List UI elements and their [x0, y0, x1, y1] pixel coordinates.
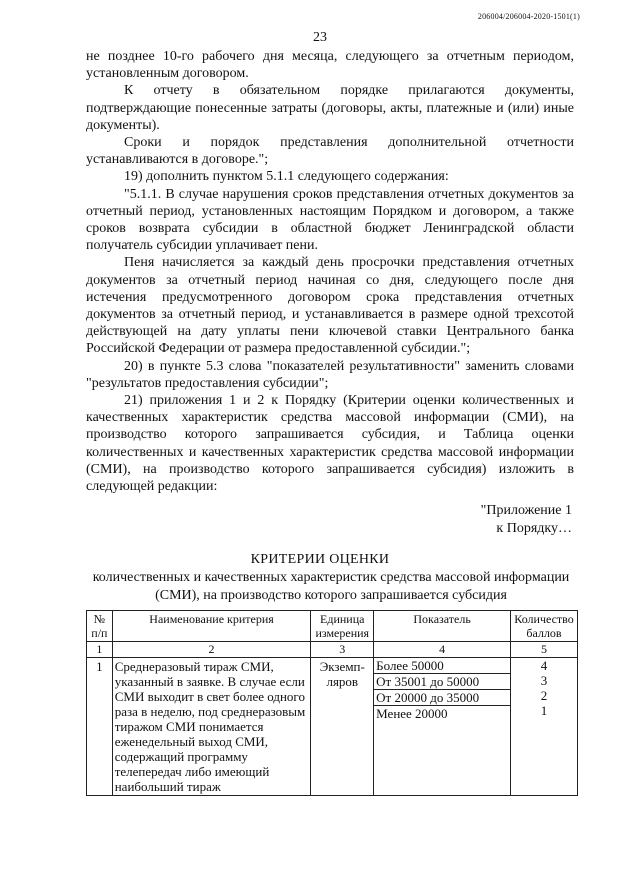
table-header-cell: Единица измерения [311, 611, 374, 642]
table-header-row [87, 611, 578, 642]
appendix-line: "Приложение 1 [480, 503, 572, 518]
criterion-name: Среднеразовый тираж СМИ, указанный в заявке. В случае если СМИ выходит в свет более одного раза в неделю, под среднеразовым тиражом СМИ понимается еженедельный выход СМИ, содержащий программу телепередач либо имеющий наибольший тираж [112, 658, 311, 796]
body-text [86, 48, 574, 495]
criteria-subtitle: количественных и качественных характеристик средства массовой информации (СМИ), на производство которого запрашивается субсидия [92, 570, 570, 603]
appendix-reference [380, 502, 572, 538]
column-number-row [87, 642, 578, 658]
criteria-title: КРИТЕРИИ ОЦЕНКИ [250, 552, 390, 567]
criteria-table [86, 610, 578, 796]
table-header-cell: № п/п [87, 611, 113, 642]
column-number: 1 [87, 642, 113, 658]
row-number: 1 [87, 658, 113, 796]
indicator: Менее 20000 [376, 706, 448, 721]
paragraph: К отчету в обязательном порядке прилагаются документы, подтверждающие понесенные затраты (договоры, акты, платежные и (или) иные документы). [86, 83, 574, 133]
table-header-cell: Наименование критерия [112, 611, 311, 642]
page-number: 23 [313, 30, 327, 45]
indicator: От 20000 до 35000 [374, 690, 510, 706]
indicator: Более 50000 [374, 658, 510, 674]
column-number: 2 [112, 642, 311, 658]
paragraph: 20) в пункте 5.3 слова "показателей результативности" заменить словами "результатов предоставления субсидии"; [86, 358, 574, 391]
column-number: 5 [511, 642, 578, 658]
paragraph: Пеня начисляется за каждый день просрочки представления отчетных документов за отчетный период начиная со дня, следующего после дня истечения предусмотренного договором срока представления отчетных документов за отчетный период, и устанавливается в размере одной трехсотой действующей на дату уплаты пени ключевой ставки Центрального банка Российской Федерации от размера предоставленной субсидии."; [86, 255, 574, 357]
table-header-cell: Показатель [374, 611, 511, 642]
paragraph: Сроки и порядок представления дополнительной отчетности устанавливаются в договоре."; [86, 135, 574, 168]
appendix-line: к Порядку… [496, 521, 572, 536]
points: 1 [540, 703, 548, 718]
unit-of-measure: Экземп-ляров [311, 658, 374, 796]
column-number: 3 [311, 642, 374, 658]
document-id: 206004/206004-2020-1501(1) [477, 12, 580, 21]
paragraph: "5.1.1. В случае нарушения сроков представления отчетных документов за отчетный период, установленных настоящим Порядком и договором, а также сроков возврата субсидии в областной бюджет Ленинградской области получатель субсидии уплачивает пени. [86, 186, 574, 254]
table-row [87, 658, 578, 796]
points: 2 [540, 688, 548, 703]
paragraph: не позднее 10-го рабочего дня месяца, следующего за отчетным периодом, установленным договором. [86, 49, 574, 82]
column-number: 4 [374, 642, 511, 658]
points: 3 [540, 673, 548, 688]
table-header-cell: Количество баллов [511, 611, 578, 642]
paragraph: 21) приложения 1 и 2 к Порядку (Критерии оценки количественных и качественных характеристик средства массовой информации (СМИ), на производство которого запрашивается субсидия, и Таблица оценки количественных и качественных характеристик средства массовой информации (СМИ), на производство которого запрашивается субсидия) изложить в следующей редакции: [86, 393, 574, 495]
indicator-cell [374, 658, 511, 796]
points: 4 [540, 658, 548, 673]
points-cell [511, 658, 578, 796]
paragraph: 19) дополнить пунктом 5.1.1 следующего содержания: [124, 169, 449, 185]
indicator: От 35001 до 50000 [374, 674, 510, 690]
